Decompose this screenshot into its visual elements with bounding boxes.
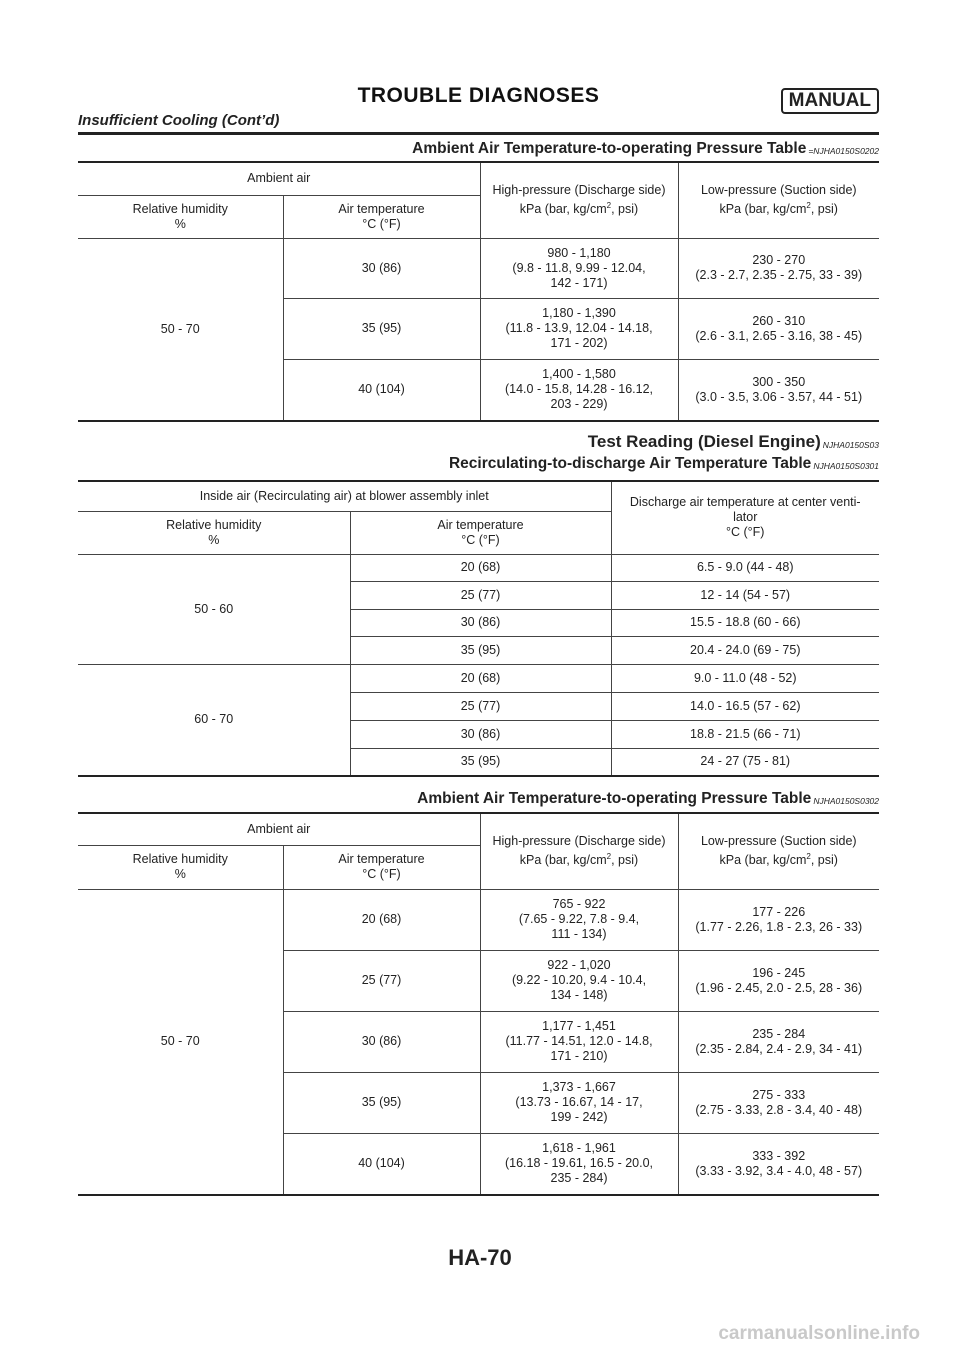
header-low-pressure: Low-pressure (Suction side) kPa (bar, $kg/cm^2$, psi): [678, 813, 879, 889]
temp-cell: 40 (104): [283, 1133, 480, 1195]
header-ambient: Ambient air: [78, 162, 480, 195]
high-pressure-cell: 1,618 - 1,961 (16.18 - 19.61, 16.5 - 20.0, 235 - 284): [480, 1133, 678, 1195]
section2-title: Test Reading (Diesel Engine) NJHA0150S03: [587, 432, 879, 451]
header-high-pressure: High-pressure (Discharge side) kPa (bar, $kg/cm^2$, psi): [480, 813, 678, 889]
temp-cell: 30 (86): [350, 720, 611, 748]
header-low-pressure: Low-pressure (Suction side) kPa (bar, $kg/cm^2$, psi): [678, 162, 879, 238]
discharge-cell: 9.0 - 11.0 (48 - 52): [611, 664, 879, 692]
header-rule: [78, 132, 879, 135]
header-air-temp: Air temperature °C (°F): [350, 511, 611, 554]
temp-cell: 20 (68): [350, 554, 611, 581]
section2-code: NJHA0150S03: [822, 440, 879, 450]
temp-cell: 25 (77): [350, 581, 611, 609]
header-inside-air: Inside air (Recirculating air) at blower assembly inlet: [78, 481, 611, 511]
header-air-temp: Air temperature °C (°F): [283, 195, 480, 238]
discharge-cell: 20.4 - 24.0 (69 - 75): [611, 636, 879, 664]
watermark: carmanualsonline.info: [718, 1323, 920, 1344]
temp-cell: 25 (77): [283, 950, 480, 1011]
manual-badge: MANUAL: [781, 88, 879, 114]
discharge-cell: 14.0 - 16.5 (57 - 62): [611, 692, 879, 720]
temp-cell: 35 (95): [283, 298, 480, 359]
low-pressure-cell: 177 - 226 (1.77 - 2.26, 1.8 - 2.3, 26 - 33): [678, 889, 879, 950]
page-title: TROUBLE DIAGNOSES: [357, 84, 600, 107]
section2-subcode: NJHA0150S0301: [813, 461, 879, 471]
high-pressure-cell: 765 - 922 (7.65 - 9.22, 7.8 - 9.4, 111 - 134): [480, 889, 678, 950]
high-pressure-cell: 1,400 - 1,580 (14.0 - 15.8, 14.28 - 16.12, 203 - 229): [480, 359, 678, 421]
header-humidity: Relative humidity %: [78, 845, 283, 889]
temp-cell: 35 (95): [350, 748, 611, 776]
low-pressure-cell: 230 - 270 (2.3 - 2.7, 2.35 - 2.75, 33 - 39): [678, 238, 879, 298]
humidity-cell: 60 - 70: [78, 664, 350, 776]
temp-cell: 40 (104): [283, 359, 480, 421]
low-pressure-cell: 333 - 392 (3.33 - 3.92, 3.4 - 4.0, 48 - 57): [678, 1133, 879, 1195]
header-humidity: Relative humidity %: [78, 195, 283, 238]
section3-title: Ambient Air Temperature-to-operating Pressure Table NJHA0150S0302: [417, 790, 879, 807]
page-number: HA-70: [448, 1245, 512, 1270]
temp-cell: 20 (68): [350, 664, 611, 692]
low-pressure-cell: 275 - 333 (2.75 - 3.33, 2.8 - 3.4, 40 - 48): [678, 1072, 879, 1133]
low-pressure-cell: 235 - 284 (2.35 - 2.84, 2.4 - 2.9, 34 - 41): [678, 1011, 879, 1072]
temp-cell: 30 (86): [350, 609, 611, 636]
high-pressure-cell: 922 - 1,020 (9.22 - 10.20, 9.4 - 10.4, 134 - 148): [480, 950, 678, 1011]
temp-cell: 35 (95): [350, 636, 611, 664]
header-high-pressure: High-pressure (Discharge side) kPa (bar, $kg/cm^2$, psi): [480, 162, 678, 238]
humidity-cell: 50 - 60: [78, 554, 350, 664]
humidity-cell: 50 - 70: [78, 889, 283, 1195]
header-discharge-temp: Discharge air temperature at center venti- lator °C (°F): [611, 481, 879, 554]
high-pressure-cell: 1,180 - 1,390 (11.8 - 13.9, 12.04 - 14.18, 171 - 202): [480, 298, 678, 359]
high-pressure-cell: 1,177 - 1,451 (11.77 - 14.51, 12.0 - 14.8, 171 - 210): [480, 1011, 678, 1072]
section1-code: =NJHA0150S0202: [808, 146, 879, 156]
page-subtitle: Insufficient Cooling (Cont’d): [78, 112, 280, 129]
section3-code: NJHA0150S0302: [813, 796, 879, 806]
humidity-cell: 50 - 70: [78, 238, 283, 421]
header-air-temp: Air temperature °C (°F): [283, 845, 480, 889]
discharge-cell: 24 - 27 (75 - 81): [611, 748, 879, 776]
temp-cell: 25 (77): [350, 692, 611, 720]
page-header: [78, 84, 879, 136]
temp-cell: 20 (68): [283, 889, 480, 950]
pressure-table-2: [78, 812, 879, 1196]
low-pressure-cell: 196 - 245 (1.96 - 2.45, 2.0 - 2.5, 28 - 36): [678, 950, 879, 1011]
header-humidity: Relative humidity %: [78, 511, 350, 554]
high-pressure-cell: 1,373 - 1,667 (13.73 - 16.67, 14 - 17, 199 - 242): [480, 1072, 678, 1133]
discharge-cell: 12 - 14 (54 - 57): [611, 581, 879, 609]
temp-cell: 35 (95): [283, 1072, 480, 1133]
section1-title: Ambient Air Temperature-to-operating Pressure Table =NJHA0150S0202: [412, 140, 879, 157]
discharge-cell: 15.5 - 18.8 (60 - 66): [611, 609, 879, 636]
high-pressure-cell: 980 - 1,180 (9.8 - 11.8, 9.99 - 12.04, 142 - 171): [480, 238, 678, 298]
temp-cell: 30 (86): [283, 238, 480, 298]
discharge-cell: 18.8 - 21.5 (66 - 71): [611, 720, 879, 748]
section2-subtitle: Recirculating-to-discharge Air Temperature Table NJHA0150S0301: [448, 455, 879, 472]
pressure-table-1: [78, 161, 879, 422]
low-pressure-cell: 300 - 350 (3.0 - 3.5, 3.06 - 3.57, 44 - 51): [678, 359, 879, 421]
temp-cell: 30 (86): [283, 1011, 480, 1072]
low-pressure-cell: 260 - 310 (2.6 - 3.1, 2.65 - 3.16, 38 - 45): [678, 298, 879, 359]
discharge-cell: 6.5 - 9.0 (44 - 48): [611, 554, 879, 581]
header-ambient: Ambient air: [78, 813, 480, 845]
discharge-temp-table: [78, 480, 879, 777]
